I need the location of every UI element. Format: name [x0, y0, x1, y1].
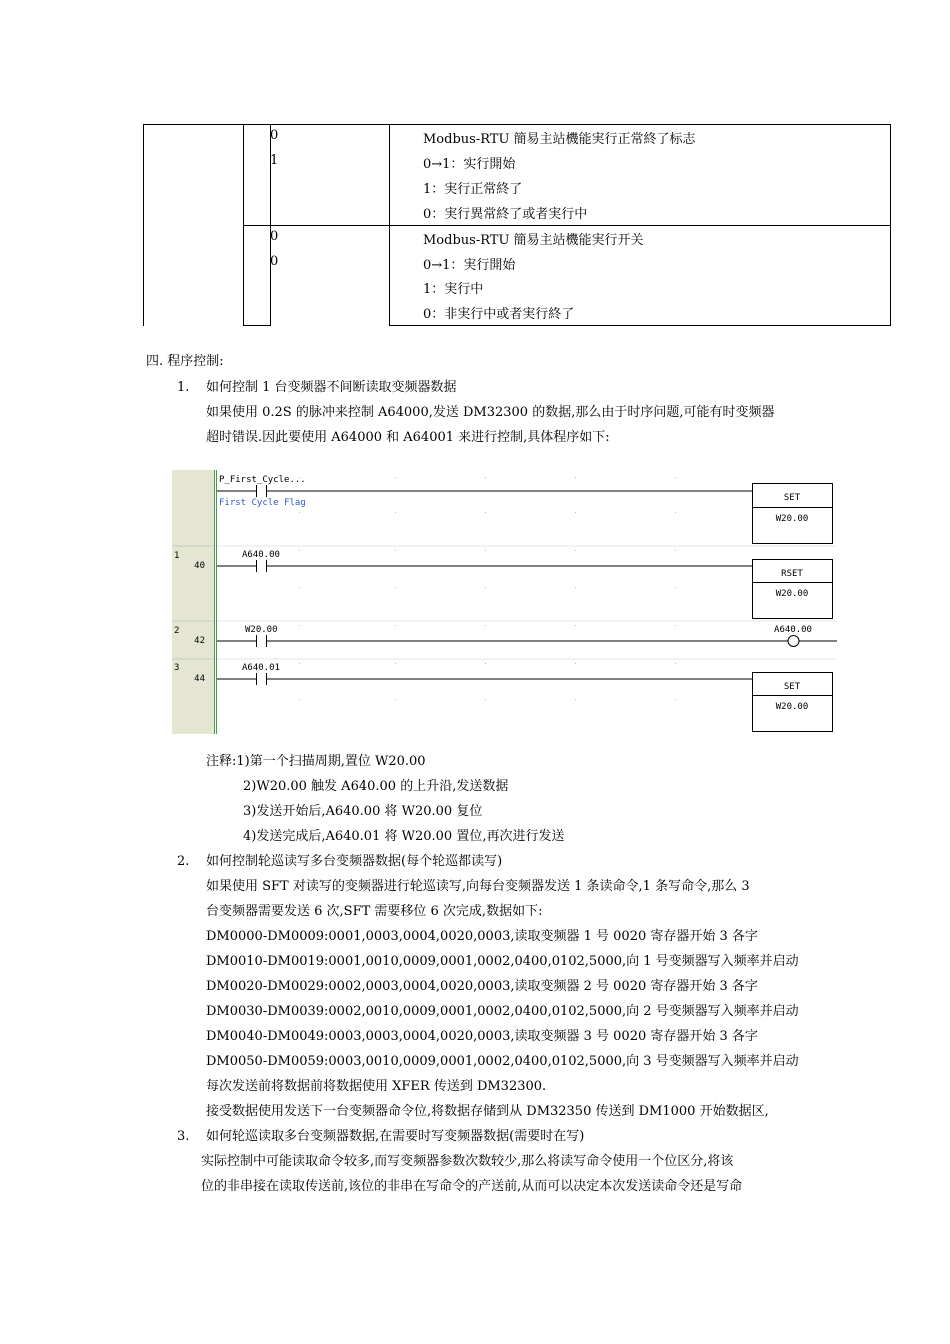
paragraph-line: 超时错误.因此要使用 A64000 和 A64001 来进行控制,具体程序如下: [206, 430, 610, 445]
ladder-diagram [172, 470, 837, 734]
item-title: 如何控制 1 台变频器不间断读取变频器数据 [206, 380, 457, 395]
item-number: 1. [177, 380, 190, 395]
instruction-operand: W20.00 [775, 514, 809, 524]
step-number: 42 [194, 636, 205, 646]
bit-value: 0 [270, 229, 279, 244]
data-line: DM0050-DM0059:0003,0010,0009,0001,0002,0400,0102,5000,向 3 号变频器写入频率并启动 [206, 1054, 799, 1069]
table-cell: 1：実行中 [423, 282, 484, 297]
rung-number: 1 [174, 551, 180, 561]
table-cell: 0→1：实行開始 [423, 157, 516, 172]
contact-comment: First Cycle Flag [219, 498, 306, 508]
bit-value: 0 [270, 254, 279, 269]
ladder-rung-1 [174, 550, 833, 619]
instruction-name: SET [783, 493, 801, 503]
rung-number: 3 [174, 663, 180, 673]
table-cell: 0：非実行中或者実行終了 [423, 307, 575, 322]
instruction-operand: W20.00 [775, 702, 809, 712]
contact-label: A640.01 [242, 663, 280, 673]
instruction-name: RSET [781, 569, 803, 579]
contact-label: P_First_Cycle... [219, 475, 306, 485]
step-number: 44 [194, 674, 205, 684]
data-line: DM0010-DM0019:0001,0010,0009,0001,0002,0400,0102,5000,向 1 号变频器写入频率并启动 [206, 954, 799, 969]
table-cell: 0：実行異常終了或者実行中 [423, 207, 588, 222]
table-cell: Modbus-RTU 簡易主站機能実行开关 [423, 233, 644, 248]
item-number: 3. [177, 1129, 190, 1144]
section-heading: 四. 程序控制: [146, 354, 224, 369]
bit-value: 0 [270, 128, 279, 143]
table-cell: 0→1：実行開始 [423, 258, 516, 273]
ladder-rung-0 [217, 475, 833, 544]
paragraph-line: 如果使用 SFT 对读写的变频器进行轮巡读写,向每台变频器发送 1 条读命令,1 条写命令,那么 3 [206, 879, 750, 894]
paragraph-line: 接受数据使用发送下一台变频器命令位,将数据存储到从 DM32350 传送到 DM1000 开始数据区, [206, 1104, 769, 1119]
paragraph-line: 实际控制中可能读取命令较多,而写变频器参数次数较少,那么将读写命令使用一个位区分,将该 [201, 1154, 734, 1169]
note-line: 2)W20.00 触发 A640.00 的上升沿,发送数据 [243, 779, 509, 794]
paragraph-line: 位的非串接在读取传送前,该位的非串在写命令的产送前,从而可以决定本次发送读命令还是写命 [201, 1179, 743, 1194]
output-coil [788, 636, 799, 647]
item-title: 如何轮巡读取多台变频器数据,在需要时写变频器数据(需要时在写) [206, 1129, 585, 1144]
contact-label: W20.00 [245, 625, 278, 635]
ladder-rung-3 [174, 663, 833, 732]
rung-number: 2 [174, 626, 180, 636]
note-line: 注释:1)第一个扫描周期,置位 W20.00 [206, 754, 426, 769]
note-line: 3)发送开始后,A640.00 将 W20.00 复位 [243, 804, 483, 819]
paragraph-line: 台变频器需要发送 6 次,SFT 需要移位 6 次完成,数据如下: [206, 904, 543, 919]
table-cell: Modbus-RTU 簡易主站機能実行正常終了标志 [423, 132, 696, 147]
paragraph-line: 如果使用 0.2S 的脉冲来控制 A64000,发送 DM32300 的数据,那么由于时序问题,可能有时变频器 [206, 405, 775, 420]
data-line: DM0040-DM0049:0003,0003,0004,0020,0003,读取变频器 3 号 0020 寄存器开始 3 各字 [206, 1029, 758, 1044]
data-line: DM0020-DM0029:0002,0003,0004,0020,0003,读取变频器 2 号 0020 寄存器开始 3 各字 [206, 979, 758, 994]
step-number: 40 [194, 561, 205, 571]
instruction-operand: W20.00 [775, 589, 809, 599]
ladder-rung-2 [174, 625, 837, 647]
item-title: 如何控制轮巡读写多台变频器数据(每个轮巡都读写) [206, 854, 503, 869]
note-line: 4)发送完成后,A640.01 将 W20.00 置位,再次进行发送 [243, 829, 565, 844]
contact-label: A640.00 [242, 550, 280, 560]
data-line: DM0000-DM0009:0001,0003,0004,0020,0003,读取变频器 1 号 0020 寄存器开始 3 各字 [206, 929, 758, 944]
paragraph-line: 每次发送前将数据前将数据使用 XFER 传送到 DM32300. [206, 1079, 547, 1094]
item-number: 2. [177, 854, 190, 869]
bit-value: 1 [270, 153, 279, 168]
data-line: DM0030-DM0039:0002,0010,0009,0001,0002,0400,0102,5000,向 2 号变频器写入频率并启动 [206, 1004, 799, 1019]
table-cell: 1：実行正常終了 [423, 182, 523, 197]
instruction-name: SET [783, 682, 801, 692]
coil-label: A640.00 [774, 625, 812, 635]
